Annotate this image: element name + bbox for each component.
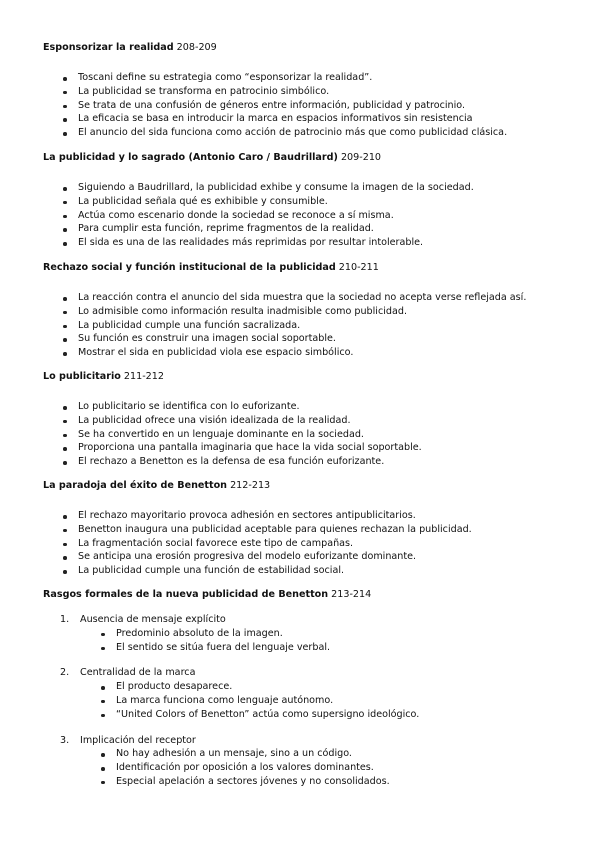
bullet-icon <box>63 105 67 109</box>
list-item <box>43 319 563 333</box>
section-title: La publicidad y lo sagrado (Antonio Caro / Baudrillard) <box>43 152 338 163</box>
bullet-icon <box>63 570 67 574</box>
bullet-icon <box>63 297 67 301</box>
list-item <box>43 112 563 126</box>
list-item <box>43 414 563 428</box>
list-item-text: La reacción contra el anuncio del sida muestra que la sociedad no acepta verse reflejada así. <box>78 292 527 303</box>
bullet-icon <box>63 118 67 122</box>
list-item <box>43 305 563 319</box>
section-pages: 208-209 <box>176 42 217 53</box>
list-item-text: “United Colors of Benetton” actúa como supersigno ideológico. <box>116 708 420 720</box>
list-item <box>43 428 563 442</box>
list-item <box>43 441 563 455</box>
list-item <box>80 627 563 641</box>
list-item <box>43 537 563 551</box>
list-item <box>43 181 563 195</box>
section-title: Esponsorizar la realidad <box>43 42 174 53</box>
list-item-text: Identificación por oposición a los valores dominantes. <box>116 762 374 774</box>
list-item <box>43 209 563 223</box>
section-heading <box>43 152 563 164</box>
list-item <box>80 641 563 655</box>
section-rasgos-formales <box>43 589 563 801</box>
section-title: Rasgos formales de la nueva publicidad de Benetton <box>43 589 329 600</box>
list-item-text: No hay adhesión a un mensaje, sino a un código. <box>116 748 352 760</box>
bullet-icon <box>101 781 105 785</box>
list-item-text: La publicidad se transforma en patrocinio simbólico. <box>78 85 330 97</box>
bullet-icon <box>63 201 67 205</box>
list-item <box>80 775 563 789</box>
item-label: Ausencia de mensaje explícito <box>80 614 226 625</box>
list-item-text: Para cumplir esta función, reprime fragmentos de la realidad. <box>78 223 374 235</box>
list-item <box>80 694 563 708</box>
list-item-text: La publicidad señala qué es exhibible y consumible. <box>78 195 328 207</box>
bullet-icon <box>63 77 67 81</box>
bullet-icon <box>63 420 67 424</box>
list-item-text: El sida es una de las realidades más reprimidas por resultar intolerable. <box>78 237 424 249</box>
bullet-icon <box>63 311 67 315</box>
sub-list <box>80 747 563 788</box>
list-item-text: Especial apelación a sectores jóvenes y no consolidados. <box>116 775 390 787</box>
list-item-text: Su función es construir una imagen social soportable. <box>78 333 336 345</box>
bullet-icon <box>63 91 67 95</box>
bullet-icon <box>63 187 67 191</box>
bullet-icon <box>63 447 67 451</box>
sub-list <box>80 680 563 721</box>
list-item <box>43 564 563 578</box>
list-item-text: La publicidad ofrece una visión idealizada de la realidad. <box>78 414 351 426</box>
list-item <box>43 346 563 360</box>
bullet-icon <box>63 529 67 533</box>
section-heading <box>43 371 563 383</box>
list-item-text: Actúa como escenario donde la sociedad se reconoce a sí misma. <box>78 209 394 221</box>
list-item <box>43 455 563 469</box>
section-title: Rechazo social y función institucional de la publicidad <box>43 262 336 273</box>
bullet-icon <box>101 767 105 771</box>
list-item <box>80 761 563 775</box>
bullet-icon <box>101 633 105 637</box>
list-item <box>43 222 563 236</box>
list-item <box>43 332 563 346</box>
list-item-text: Se anticipa una erosión progresiva del modelo euforizante dominante. <box>78 551 417 563</box>
numbered-item <box>43 734 563 789</box>
section-pages: 213-214 <box>331 589 372 600</box>
sub-list <box>80 627 563 655</box>
list-item-text: Se trata de una confusión de géneros entre información, publicidad y patrocinio. <box>78 99 466 111</box>
list-item-text: Proporciona una pantalla imaginaria que hace la vida social soportable. <box>78 442 422 454</box>
section-heading <box>43 262 563 274</box>
list-item <box>43 236 563 250</box>
bullet-icon <box>101 753 105 757</box>
bullet-icon <box>63 406 67 410</box>
list-item <box>43 85 563 99</box>
list-item <box>43 400 563 414</box>
list-item-text: Siguiendo a Baudrillard, la publicidad exhibe y consume la imagen de la sociedad. <box>78 182 474 193</box>
item-label: Implicación del receptor <box>80 734 196 746</box>
bullet-icon <box>63 215 67 219</box>
bullet-list <box>43 181 563 250</box>
list-item-text: Predominio absoluto de la imagen. <box>116 627 283 639</box>
list-item <box>43 126 563 140</box>
list-item-text: La marca funciona como lenguaje autónomo. <box>116 694 334 706</box>
numbered-item <box>43 613 563 654</box>
bullet-icon <box>63 515 67 519</box>
bullet-list <box>43 400 563 469</box>
section-lo-publicitario <box>43 371 563 469</box>
bullet-icon <box>63 461 67 465</box>
list-item-text: Benetton inaugura una publicidad aceptable para quienes rechazan la publicidad. <box>78 523 472 535</box>
section-heading <box>43 42 563 54</box>
bullet-icon <box>63 556 67 560</box>
list-item <box>80 747 563 761</box>
list-item-text: El rechazo a Benetton es la defensa de esa función euforizante. <box>78 456 385 468</box>
list-item <box>43 71 563 85</box>
list-item-text: Se ha convertido en un lenguaje dominante en la sociedad. <box>78 428 364 440</box>
item-number: 3. <box>60 734 70 746</box>
item-number: 1. <box>60 614 70 625</box>
list-item-text: Lo admisible como información resulta inadmisible como publicidad. <box>78 305 408 317</box>
bullet-icon <box>101 700 105 704</box>
section-heading <box>43 589 563 601</box>
bullet-icon <box>63 434 67 438</box>
section-rechazo-social <box>43 262 563 360</box>
item-number: 2. <box>60 667 70 679</box>
section-heading <box>43 480 563 492</box>
section-publicidad-sagrado <box>43 152 563 250</box>
bullet-icon <box>63 352 67 356</box>
list-item <box>43 550 563 564</box>
list-item-text: Lo publicitario se identifica con lo euforizante. <box>78 401 300 412</box>
list-item-text: El producto desaparece. <box>116 681 233 693</box>
section-paradoja-exito <box>43 480 563 578</box>
list-item-text: El anuncio del sida funciona como acción de patrocinio más que como publicidad clásica. <box>78 127 508 139</box>
bullet-icon <box>63 543 67 547</box>
list-item <box>43 195 563 209</box>
bullet-list <box>43 71 563 140</box>
list-item-text: La publicidad cumple una función de estabilidad social. <box>78 565 345 577</box>
section-title: La paradoja del éxito de Benetton <box>43 480 228 491</box>
list-item-text: La publicidad cumple una función sacralizada. <box>78 319 301 331</box>
bullet-icon <box>101 686 105 690</box>
list-item-text: Mostrar el sida en publicidad viola ese espacio simbólico. <box>78 347 354 359</box>
bullet-icon <box>63 132 67 136</box>
list-item <box>43 99 563 113</box>
item-label: Centralidad de la marca <box>80 667 196 679</box>
list-item-text: Toscani define su estrategia como “esponsorizar la realidad”. <box>78 72 373 83</box>
list-item-text: La fragmentación social favorece este tipo de campañas. <box>78 537 354 549</box>
bullet-icon <box>63 338 67 342</box>
list-item <box>43 523 563 537</box>
list-item-text: La eficacia se basa en introducir la marca en espacios informativos sin resistencia <box>78 113 473 125</box>
section-esponsorizar <box>43 42 563 140</box>
bullet-icon <box>63 325 67 329</box>
section-pages: 210-211 <box>338 262 379 273</box>
bullet-list <box>43 509 563 578</box>
bullet-icon <box>63 242 67 246</box>
section-title: Lo publicitario <box>43 371 121 382</box>
bullet-icon <box>101 714 105 718</box>
list-item <box>80 708 563 722</box>
list-item-text: El sentido se sitúa fuera del lenguaje verbal. <box>116 641 331 653</box>
section-pages: 211-212 <box>123 371 164 382</box>
bullet-icon <box>101 647 105 651</box>
numbered-list <box>43 613 563 789</box>
list-item <box>43 291 563 305</box>
numbered-item <box>43 666 563 721</box>
list-item <box>80 680 563 694</box>
list-item-text: El rechazo mayoritario provoca adhesión en sectores antipublicitarios. <box>78 510 416 521</box>
list-item <box>43 509 563 523</box>
section-pages: 212-213 <box>230 480 271 491</box>
bullet-icon <box>63 228 67 232</box>
bullet-list <box>43 291 563 360</box>
section-pages: 209-210 <box>340 152 382 163</box>
